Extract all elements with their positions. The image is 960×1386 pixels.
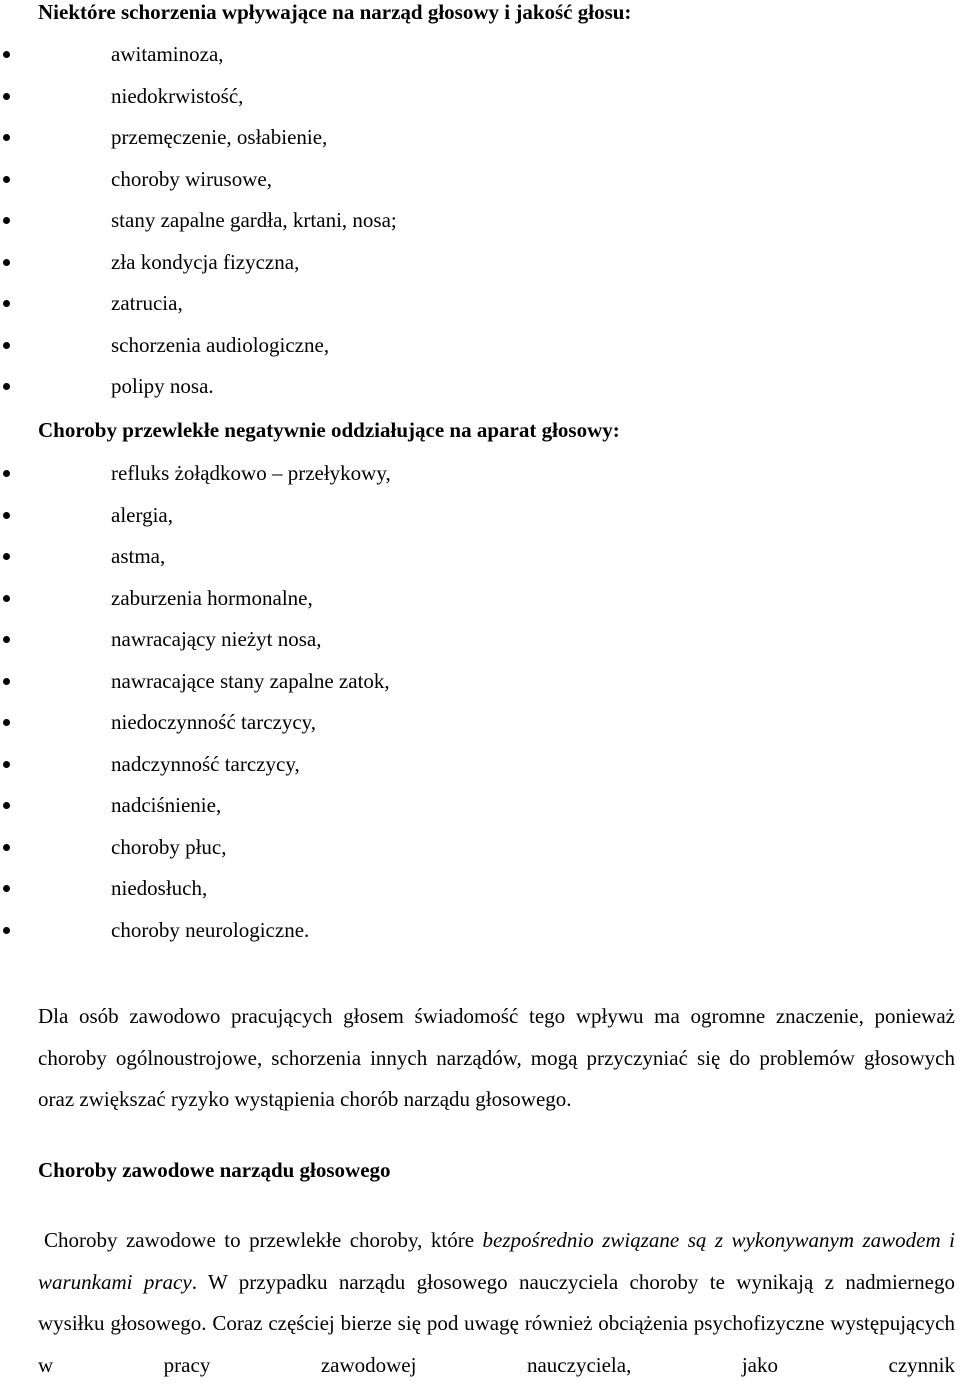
- bullet-icon: [3, 512, 10, 519]
- list-item: [0, 125, 960, 167]
- paragraph-text-start: Choroby zawodowe to przewlekłe choroby, które: [44, 1228, 483, 1252]
- list-item-text: nawracające stany zapalne zatok,: [111, 668, 390, 693]
- list-item-text: choroby neurologiczne.: [111, 917, 310, 942]
- list-item: [0, 586, 960, 628]
- list-item: [0, 374, 960, 416]
- bullet-icon: [3, 383, 10, 390]
- bullet-icon: [3, 300, 10, 307]
- list-item: [0, 918, 960, 960]
- list-item: [0, 752, 960, 794]
- chronic-diseases-list: [0, 461, 960, 959]
- list-item: [0, 793, 960, 835]
- list-item-text: polipy nosa.: [111, 374, 214, 398]
- bullet-icon: [3, 844, 10, 851]
- bullet-icon: [3, 927, 10, 934]
- list-item: [0, 208, 960, 250]
- bullet-icon: [3, 217, 10, 224]
- bullet-icon: [3, 176, 10, 183]
- list-item-text: schorzenia audiologiczne,: [111, 332, 330, 357]
- bullet-icon: [3, 595, 10, 602]
- list-item-text: nadczynność tarczycy,: [111, 751, 300, 776]
- list-item-text: awitaminoza,: [111, 42, 224, 66]
- section-heading-occupational-diseases: Choroby zawodowe narządu głosowego: [38, 1158, 391, 1182]
- list-item-text: choroby płuc,: [111, 834, 227, 859]
- bullet-icon: [3, 342, 10, 349]
- list-item: [0, 333, 960, 375]
- list-item: [0, 669, 960, 711]
- list-item: [0, 503, 960, 545]
- list-item: [0, 167, 960, 209]
- list-item-text: choroby wirusowe,: [111, 166, 272, 191]
- voice-disorders-list: [0, 42, 960, 416]
- bullet-icon: [3, 134, 10, 141]
- bullet-icon: [3, 470, 10, 477]
- list-item-text: przemęczenie, osłabienie,: [111, 125, 328, 149]
- bullet-icon: [3, 93, 10, 100]
- bullet-icon: [3, 636, 10, 643]
- list-item-text: nawracający nieżyt nosa,: [111, 627, 322, 651]
- list-item: [0, 835, 960, 877]
- bullet-icon: [3, 802, 10, 809]
- list-item: [0, 42, 960, 84]
- section-heading-voice-disorders: Niektóre schorzenia wpływające na narząd głosowy i jakość głosu:: [38, 0, 632, 24]
- list-item-text: niedoczynność tarczycy,: [111, 710, 317, 734]
- list-item: [0, 627, 960, 669]
- paragraph-emphasis: bezpośrednio związane są z wykonywanym zawodem i warunkami pracy: [38, 1228, 955, 1294]
- paragraph-professional-voice-users: Dla osób zawodowo pracujących głosem świadomość tego wpływu ma ogromne znaczenie, ponieważ choroby ogólnoustrojowe, schorzenia innych narządów, mogą przyczyniać się do problemów głosowych oraz zwiększać ryzyko wystąpienia chorób narządu głosowego.: [38, 1004, 955, 1111]
- paragraph-text-end: . W przypadku narządu głosowego nauczyciela choroby te wynikają z nadmiernego wysiłku głosowego. Coraz częściej bierze się pod uwagę również obciążenia psychofizyczne występujących w pracy zawodowej nauczyciela, jako czynnik: [38, 1269, 955, 1377]
- list-item-text: astma,: [111, 544, 166, 568]
- list-item: [0, 544, 960, 586]
- list-item: [0, 461, 960, 503]
- list-item: [0, 250, 960, 292]
- paragraph-occupational-diseases: [38, 1220, 955, 1386]
- list-item: [0, 291, 960, 333]
- bullet-icon: [3, 259, 10, 266]
- list-item-text: alergia,: [111, 502, 173, 527]
- list-item: [0, 84, 960, 126]
- section-heading-chronic-diseases: Choroby przewlekłe negatywnie oddziałujące na aparat głosowy:: [38, 418, 620, 442]
- list-item-text: refluks żołądkowo – przełykowy,: [111, 461, 391, 485]
- list-item-text: zaburzenia hormonalne,: [111, 585, 313, 610]
- list-item: [0, 710, 960, 752]
- bullet-icon: [3, 51, 10, 58]
- list-item-text: stany zapalne gardła, krtani, nosa;: [111, 208, 397, 232]
- bullet-icon: [3, 885, 10, 892]
- bullet-icon: [3, 761, 10, 768]
- list-item-text: zła kondycja fizyczna,: [111, 249, 300, 274]
- list-item-text: niedokrwistość,: [111, 83, 244, 108]
- list-item-text: zatrucia,: [111, 291, 183, 315]
- bullet-icon: [3, 719, 10, 726]
- list-item: [0, 876, 960, 918]
- bullet-icon: [3, 678, 10, 685]
- list-item-text: niedosłuch,: [111, 876, 208, 900]
- bullet-icon: [3, 553, 10, 560]
- list-item-text: nadciśnienie,: [111, 793, 222, 817]
